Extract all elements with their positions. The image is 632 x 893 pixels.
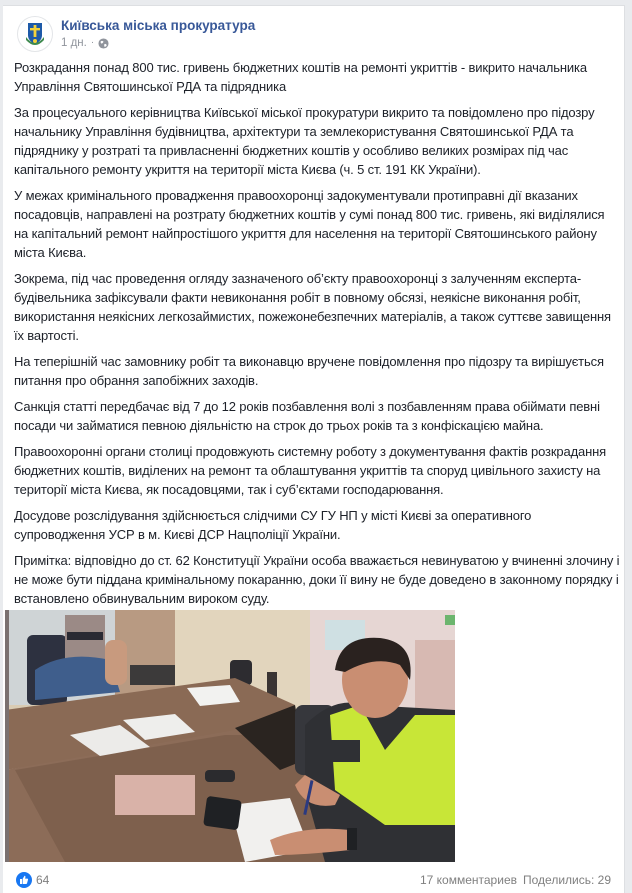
- post-timeline: [61, 36, 255, 50]
- shares-count-link[interactable]: Поделились: 29: [523, 873, 611, 887]
- reaction-count: 64: [36, 873, 50, 887]
- comments-count-link[interactable]: 17 комментариев: [419, 873, 517, 887]
- office-scene-image: [5, 610, 455, 862]
- globe-icon[interactable]: [98, 38, 109, 49]
- post-header: [17, 16, 255, 56]
- post-body: [14, 58, 620, 667]
- post-footer: [3, 868, 625, 892]
- post-paragraph: Санкція статті передбачає від 7 до 12 років позбавлення волі з позбавленням права обіймати певні посади чи займатися певною діяльністю на строк до трьох років та з конфіскацією майна.: [14, 399, 600, 433]
- prosecutor-emblem-icon: [20, 19, 50, 49]
- post-meta: [61, 17, 255, 50]
- post-timestamp[interactable]: 1 дн.: [61, 37, 87, 49]
- post-headline: Розкрадання понад 800 тис. гривень бюджетних коштів на ремонті укриттів - викрито начальника Управління Святошинської РДА та підрядника: [14, 60, 587, 94]
- page-name-link[interactable]: Київська міська прокуратура: [61, 18, 256, 33]
- post-note: Примітка: відповідно до ст. 62 Конституції України особа вважається невинуватою у вчиненні злочину і не може бути піддана кримінальному покаранню, доки її вину не буде доведено в законному порядку і встановлено обвинувальним вироком суду.: [14, 553, 620, 606]
- post-paragraph: За процесуального керівництва Київської міської прокуратури викрито та повідомлено про підозру начальнику Управління будівництва, архітектури та землекористування Святошинської РДА та підряднику у розтраті та привласненні бюджетних коштів у особливо великих розмірах під час капітального ремонту укриття на території міста Києва (ч. 5 ст. 191 КК України).: [14, 105, 595, 177]
- engagement-counts: [420, 873, 611, 887]
- post-photo[interactable]: [5, 610, 455, 862]
- post-paragraph: У межах кримінального провадження правоохоронці задокументували протиправні дії вказаних посадовців, направлені на розтрату бюджетних коштів у сумі понад 800 тис. гривень, які виділялися на капітальний ремонт найпростішого укриття для населення на території Святошинського району міста Києва.: [14, 188, 605, 260]
- post-paragraph: Досудове розслідування здійснюється слідчими СУ ГУ НП у місті Києві за оперативного супроводження УСР в м. Києві ДСР Нацполіції України.: [14, 508, 532, 542]
- post-card: [3, 5, 625, 893]
- like-icon: [16, 872, 32, 888]
- post-paragraph: Правоохоронні органи столиці продовжують системну роботу з документування фактів розкрадання бюджетних коштів, виділених на ремонт та облаштування укриттів та споруд цивільного захисту на території міста Києва, як посадовцями, так і суб’єктами господарювання.: [14, 444, 607, 497]
- separator-dot: ·: [90, 37, 95, 48]
- page-avatar[interactable]: [17, 16, 53, 52]
- reactions-summary[interactable]: [16, 872, 49, 888]
- post-paragraph: Зокрема, під час проведення огляду зазначеного об’єкту правоохоронці з залученням експерта-будівельника зафіксували факти невиконання робіт в повному обсязі, неякісне виконання робіт, використання неякісних легкозаймистих, пожежонебезпечних матеріалів, а також суттєве завищення їх вартості.: [14, 271, 611, 343]
- post-paragraph: На теперішній час замовнику робіт та виконавцю вручене повідомлення про підозру та вирішується питання про обрання запобіжних заходів.: [14, 354, 604, 388]
